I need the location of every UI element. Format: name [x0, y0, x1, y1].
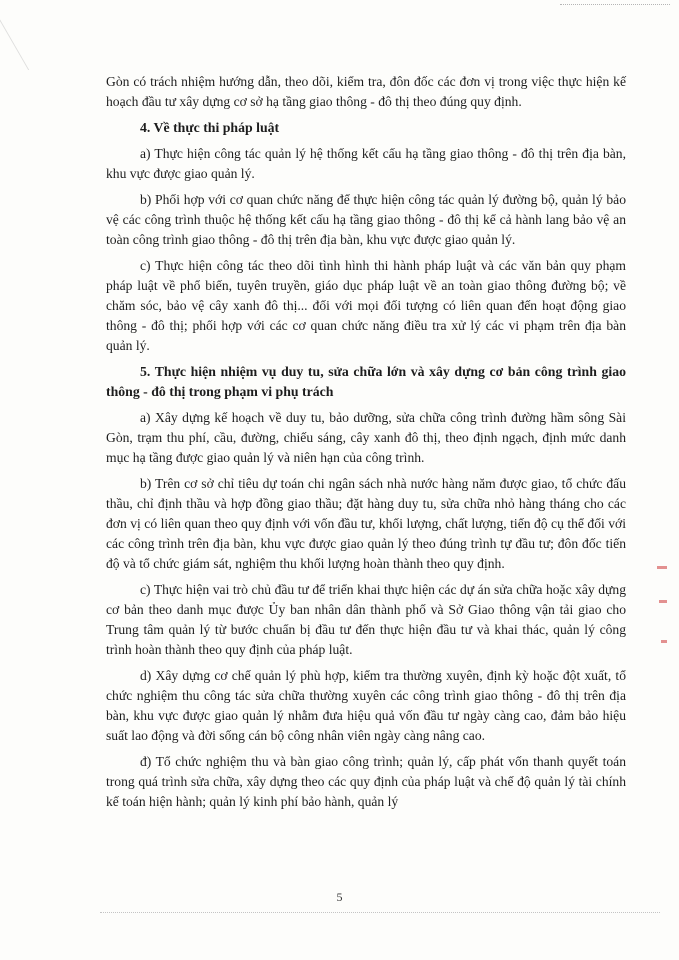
scan-edge-top	[560, 4, 670, 7]
page-number: 5	[336, 890, 343, 904]
section-5-heading: 5. Thực hiện nhiệm vụ duy tu, sửa chữa lớn và xây dựng cơ bản công trình giao thông - đô thị trong phạm vi phụ trách	[106, 364, 626, 399]
red-mark	[659, 600, 667, 603]
section-5-item-d: d) Xây dựng cơ chế quản lý phù hợp, kiểm tra thường xuyên, định kỳ hoặc đột xuất, tổ chức nghiệm thu công tác sửa chữa thường xuyên các công trình giao thông - đô thị trên địa bàn, khu vực được giao quản lý nhằm đưa hiệu quả vốn đầu tư ngày càng cao, đảm bảo hiệu suất lao động và đời sống cán bộ công nhân viên ngày càng nâng cao.	[106, 668, 626, 743]
section-5-item-c: c) Thực hiện vai trò chủ đầu tư để triển khai thực hiện các dự án sửa chữa hoặc xây dựng cơ bản theo danh mục được Ủy ban nhân dân thành phố và Sở Giao thông vận tải giao cho Trung tâm quản lý từ bước chuẩn bị đầu tư đến thực hiện đầu tư và khai thác, quản lý công trình hoàn thành theo quy định của pháp luật.	[106, 582, 626, 657]
red-mark	[657, 566, 667, 569]
section-4-item-b: b) Phối hợp với cơ quan chức năng để thực hiện công tác quản lý đường bộ, quản lý bảo vệ các công trình thuộc hệ thống kết cấu hạ tầng giao thông - đô thị kể cả hành lang bảo vệ an toàn công trình giao thông - đô thị trên địa bàn, khu vực được giao quản lý.	[106, 192, 626, 247]
section-4-heading: 4. Về thực thi pháp luật	[140, 120, 280, 135]
section-5-item-b: b) Trên cơ sở chỉ tiêu dự toán chi ngân sách nhà nước hàng năm được giao, tổ chức đấu thầu, chỉ định thầu và hợp đồng giao thầu; đặt hàng duy tu, sửa chữa nhỏ hàng tháng cho các đơn vị có liên quan theo quy định với vốn đầu tư, khối lượng, chất lượng, tiến độ cụ thể đối với các công trình trên địa bàn, khu vực được giao quản lý theo đúng trình tự đầu tư; đôn đốc tiến độ và tổ chức giám sát, nghiệm thu khối lượng hoàn thành theo quy định.	[106, 476, 626, 571]
red-mark	[661, 640, 667, 643]
document-body	[106, 72, 626, 818]
scan-fold-corner	[0, 0, 69, 70]
section-4-item-a: a) Thực hiện công tác quản lý hệ thống kết cấu hạ tầng giao thông - đô thị trên địa bàn, khu vực được giao quản lý.	[106, 146, 626, 181]
intro-paragraph: Gòn có trách nhiệm hướng dẫn, theo dõi, kiểm tra, đôn đốc các đơn vị trong việc thực hiện kế hoạch đầu tư xây dựng cơ sở hạ tầng giao thông - đô thị theo đúng quy định.	[106, 74, 626, 109]
scan-edge-bottom	[100, 912, 660, 914]
section-5-item-a: a) Xây dựng kế hoạch về duy tu, bảo dưỡng, sửa chữa công trình đường hầm sông Sài Gòn, trạm thu phí, cầu, đường, chiếu sáng, cây xanh đô thị, theo định ngạch, định mức danh mục hạ tầng được giao quản lý và niên hạn của công trình.	[106, 410, 626, 465]
section-5-item-dd: đ) Tổ chức nghiệm thu và bàn giao công trình; quản lý, cấp phát vốn thanh quyết toán trong quá trình sửa chữa, xây dựng theo các quy định của pháp luật và chế độ quản lý tài chính kế toán hiện hành; quản lý kinh phí bảo hành, quản lý	[106, 754, 626, 809]
section-4-item-c: c) Thực hiện công tác theo dõi tình hình thi hành pháp luật và các văn bản quy phạm pháp luật về phổ biến, tuyên truyền, giáo dục pháp luật về an toàn giao thông đường bộ; về chăm sóc, bảo vệ cây xanh đô thị... đối với mọi đối tượng có liên quan đến hoạt động giao thông - đô thị; phối hợp với các cơ quan chức năng điều tra xử lý các vi phạm trên địa bàn quản lý.	[106, 258, 626, 353]
